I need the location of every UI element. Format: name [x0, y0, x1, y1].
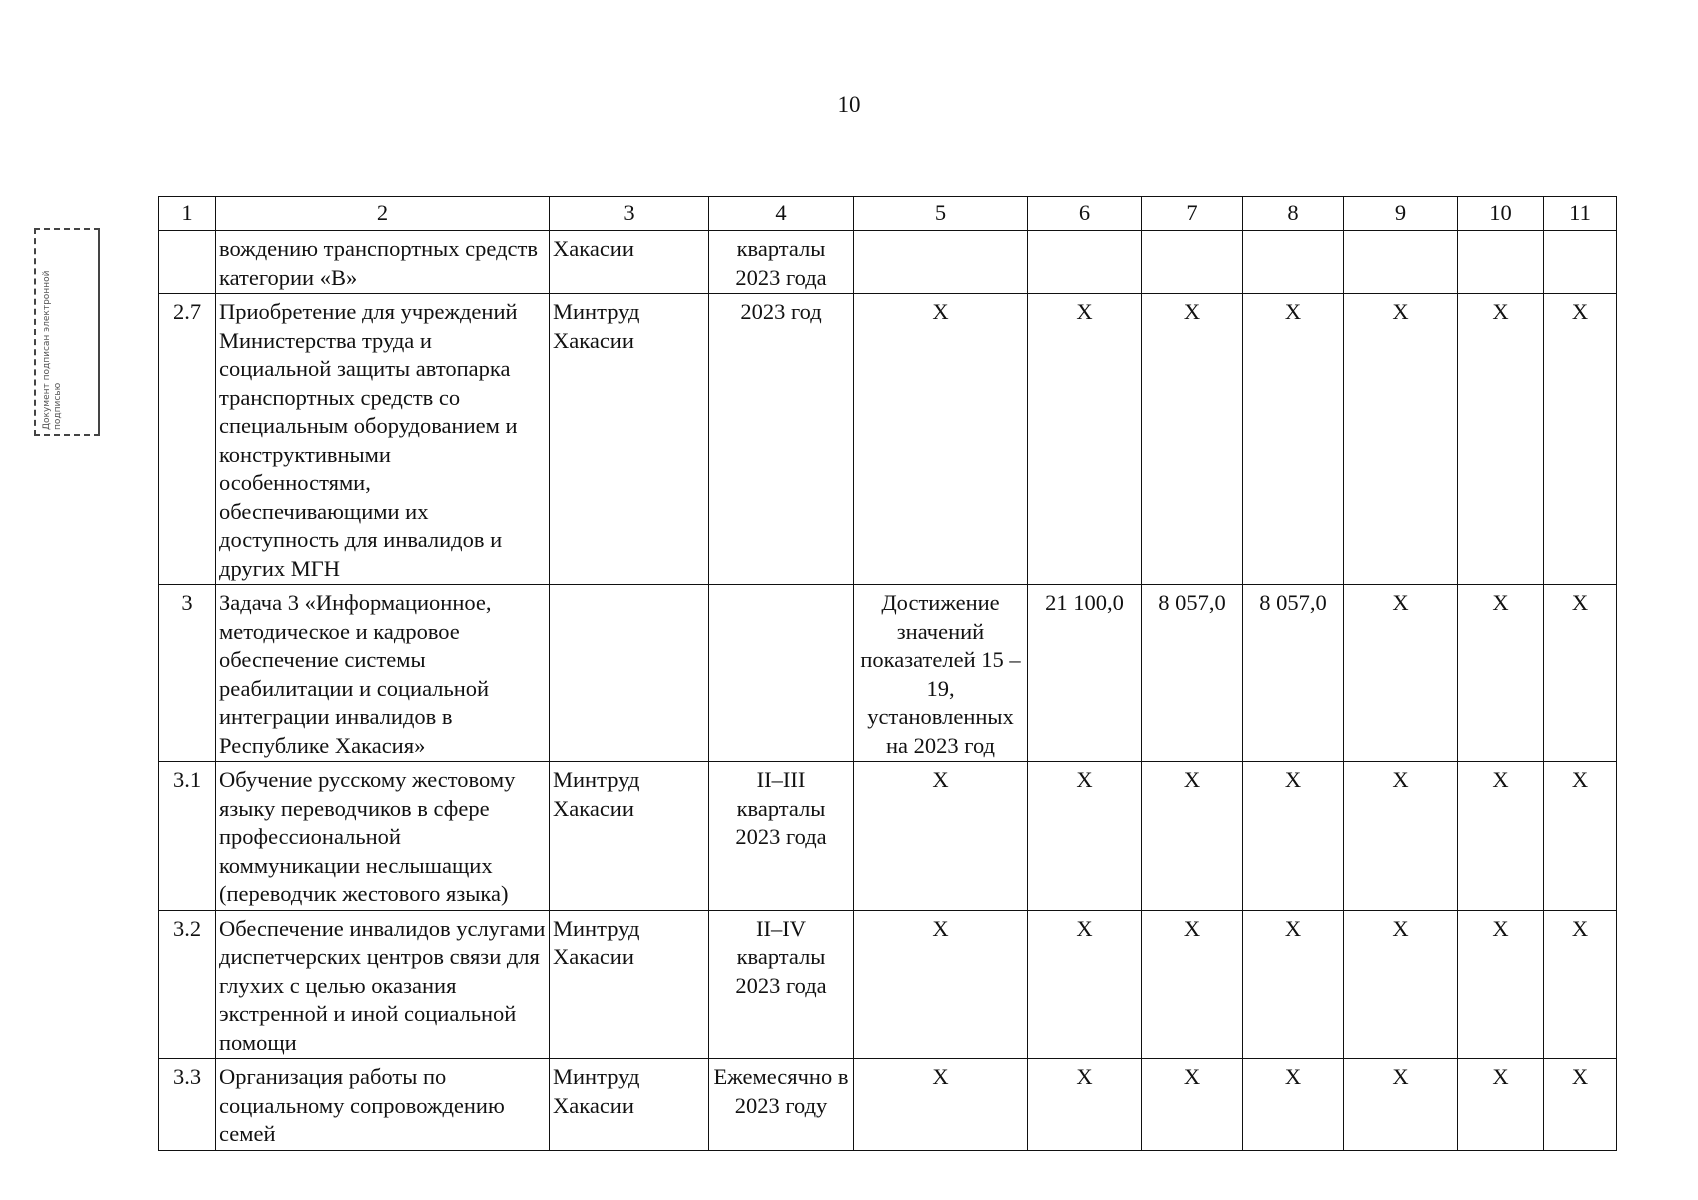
period [709, 585, 854, 762]
expected-result: X [854, 762, 1028, 911]
column-number-header: 8 [1243, 197, 1344, 231]
executor: Минтруд Хакасии [550, 762, 709, 911]
expected-result: X [854, 1059, 1028, 1151]
cell-col-11 [1544, 231, 1617, 294]
column-number-header: 11 [1544, 197, 1617, 231]
executor: Хакасии [550, 231, 709, 294]
table-row [159, 1059, 1617, 1151]
expected-result: X [854, 294, 1028, 585]
activity-name: вождению транспортных средств категории «В» [216, 231, 550, 294]
activity-name: Организация работы по социальному сопровождению семей [216, 1059, 550, 1151]
cell-col-8: X [1243, 294, 1344, 585]
cell-col-10: X [1458, 294, 1544, 585]
cell-col-8: X [1243, 762, 1344, 911]
column-number-header: 2 [216, 197, 550, 231]
cell-col-7: X [1142, 294, 1243, 585]
cell-col-10 [1458, 231, 1544, 294]
cell-col-8: 8 057,0 [1243, 585, 1344, 762]
period: 2023 год [709, 294, 854, 585]
column-number-header: 10 [1458, 197, 1544, 231]
table-row [159, 910, 1617, 1059]
column-number-header: 7 [1142, 197, 1243, 231]
electronic-signature-stamp [34, 228, 100, 436]
cell-col-10: X [1458, 910, 1544, 1059]
row-number: 3.2 [159, 910, 216, 1059]
program-activities-table [158, 196, 1617, 1151]
expected-result [854, 231, 1028, 294]
column-number-header: 9 [1344, 197, 1458, 231]
cell-col-11: X [1544, 294, 1617, 585]
cell-col-7: X [1142, 1059, 1243, 1151]
period: Ежемесячно в 2023 году [709, 1059, 854, 1151]
table-row [159, 585, 1617, 762]
cell-col-11: X [1544, 762, 1617, 911]
row-number: 3 [159, 585, 216, 762]
cell-col-9: X [1344, 585, 1458, 762]
activity-name: Приобретение для учреждений Министерства труда и социальной защиты автопарка транспортных средств со специальным оборудованием и конструктивными особенностями, обеспечивающими их доступность для инвалидов и других МГН [216, 294, 550, 585]
table-row [159, 231, 1617, 294]
activity-name: Задача 3 «Информационное, методическое и кадровое обеспечение системы реабилитации и социальной интеграции инвалидов в Республике Хакасия» [216, 585, 550, 762]
row-number: 2.7 [159, 294, 216, 585]
cell-col-6: X [1028, 1059, 1142, 1151]
activity-name: Обеспечение инвалидов услугами диспетчерских центров связи для глухих с целью оказания экстренной и иной социальной помощи [216, 910, 550, 1059]
row-number [159, 231, 216, 294]
table-header-row [159, 197, 1617, 231]
row-number: 3.1 [159, 762, 216, 911]
stamp-text: Документ подписан электронной подписью [42, 270, 63, 430]
cell-col-11: X [1544, 1059, 1617, 1151]
row-number: 3.3 [159, 1059, 216, 1151]
cell-col-9: X [1344, 762, 1458, 911]
executor [550, 585, 709, 762]
period: II–IV кварталы 2023 года [709, 910, 854, 1059]
period: кварталы 2023 года [709, 231, 854, 294]
cell-col-9: X [1344, 1059, 1458, 1151]
table-row [159, 762, 1617, 911]
cell-col-6: X [1028, 910, 1142, 1059]
activity-name: Обучение русскому жестовому языку переводчиков в сфере профессиональной коммуникации неслышащих (переводчик жестового языка) [216, 762, 550, 911]
cell-col-6 [1028, 231, 1142, 294]
executor: Минтруд Хакасии [550, 1059, 709, 1151]
column-number-header: 3 [550, 197, 709, 231]
page-number: 10 [837, 92, 861, 117]
cell-col-6: 21 100,0 [1028, 585, 1142, 762]
cell-col-11: X [1544, 910, 1617, 1059]
cell-col-10: X [1458, 762, 1544, 911]
cell-col-7: X [1142, 762, 1243, 911]
expected-result: X [854, 910, 1028, 1059]
cell-col-7 [1142, 231, 1243, 294]
table-row [159, 294, 1617, 585]
cell-col-11: X [1544, 585, 1617, 762]
cell-col-6: X [1028, 762, 1142, 911]
executor: Минтруд Хакасии [550, 294, 709, 585]
cell-col-7: 8 057,0 [1142, 585, 1243, 762]
column-number-header: 1 [159, 197, 216, 231]
cell-col-10: X [1458, 1059, 1544, 1151]
column-number-header: 6 [1028, 197, 1142, 231]
column-number-header: 4 [709, 197, 854, 231]
executor: Минтруд Хакасии [550, 910, 709, 1059]
cell-col-8: X [1243, 1059, 1344, 1151]
cell-col-9: X [1344, 294, 1458, 585]
period: II–III кварталы 2023 года [709, 762, 854, 911]
cell-col-8: X [1243, 910, 1344, 1059]
cell-col-8 [1243, 231, 1344, 294]
cell-col-9: X [1344, 910, 1458, 1059]
cell-col-7: X [1142, 910, 1243, 1059]
cell-col-10: X [1458, 585, 1544, 762]
cell-col-6: X [1028, 294, 1142, 585]
column-number-header: 5 [854, 197, 1028, 231]
cell-col-9 [1344, 231, 1458, 294]
expected-result: Достижение значений показателей 15 –19, установленных на 2023 год [854, 585, 1028, 762]
